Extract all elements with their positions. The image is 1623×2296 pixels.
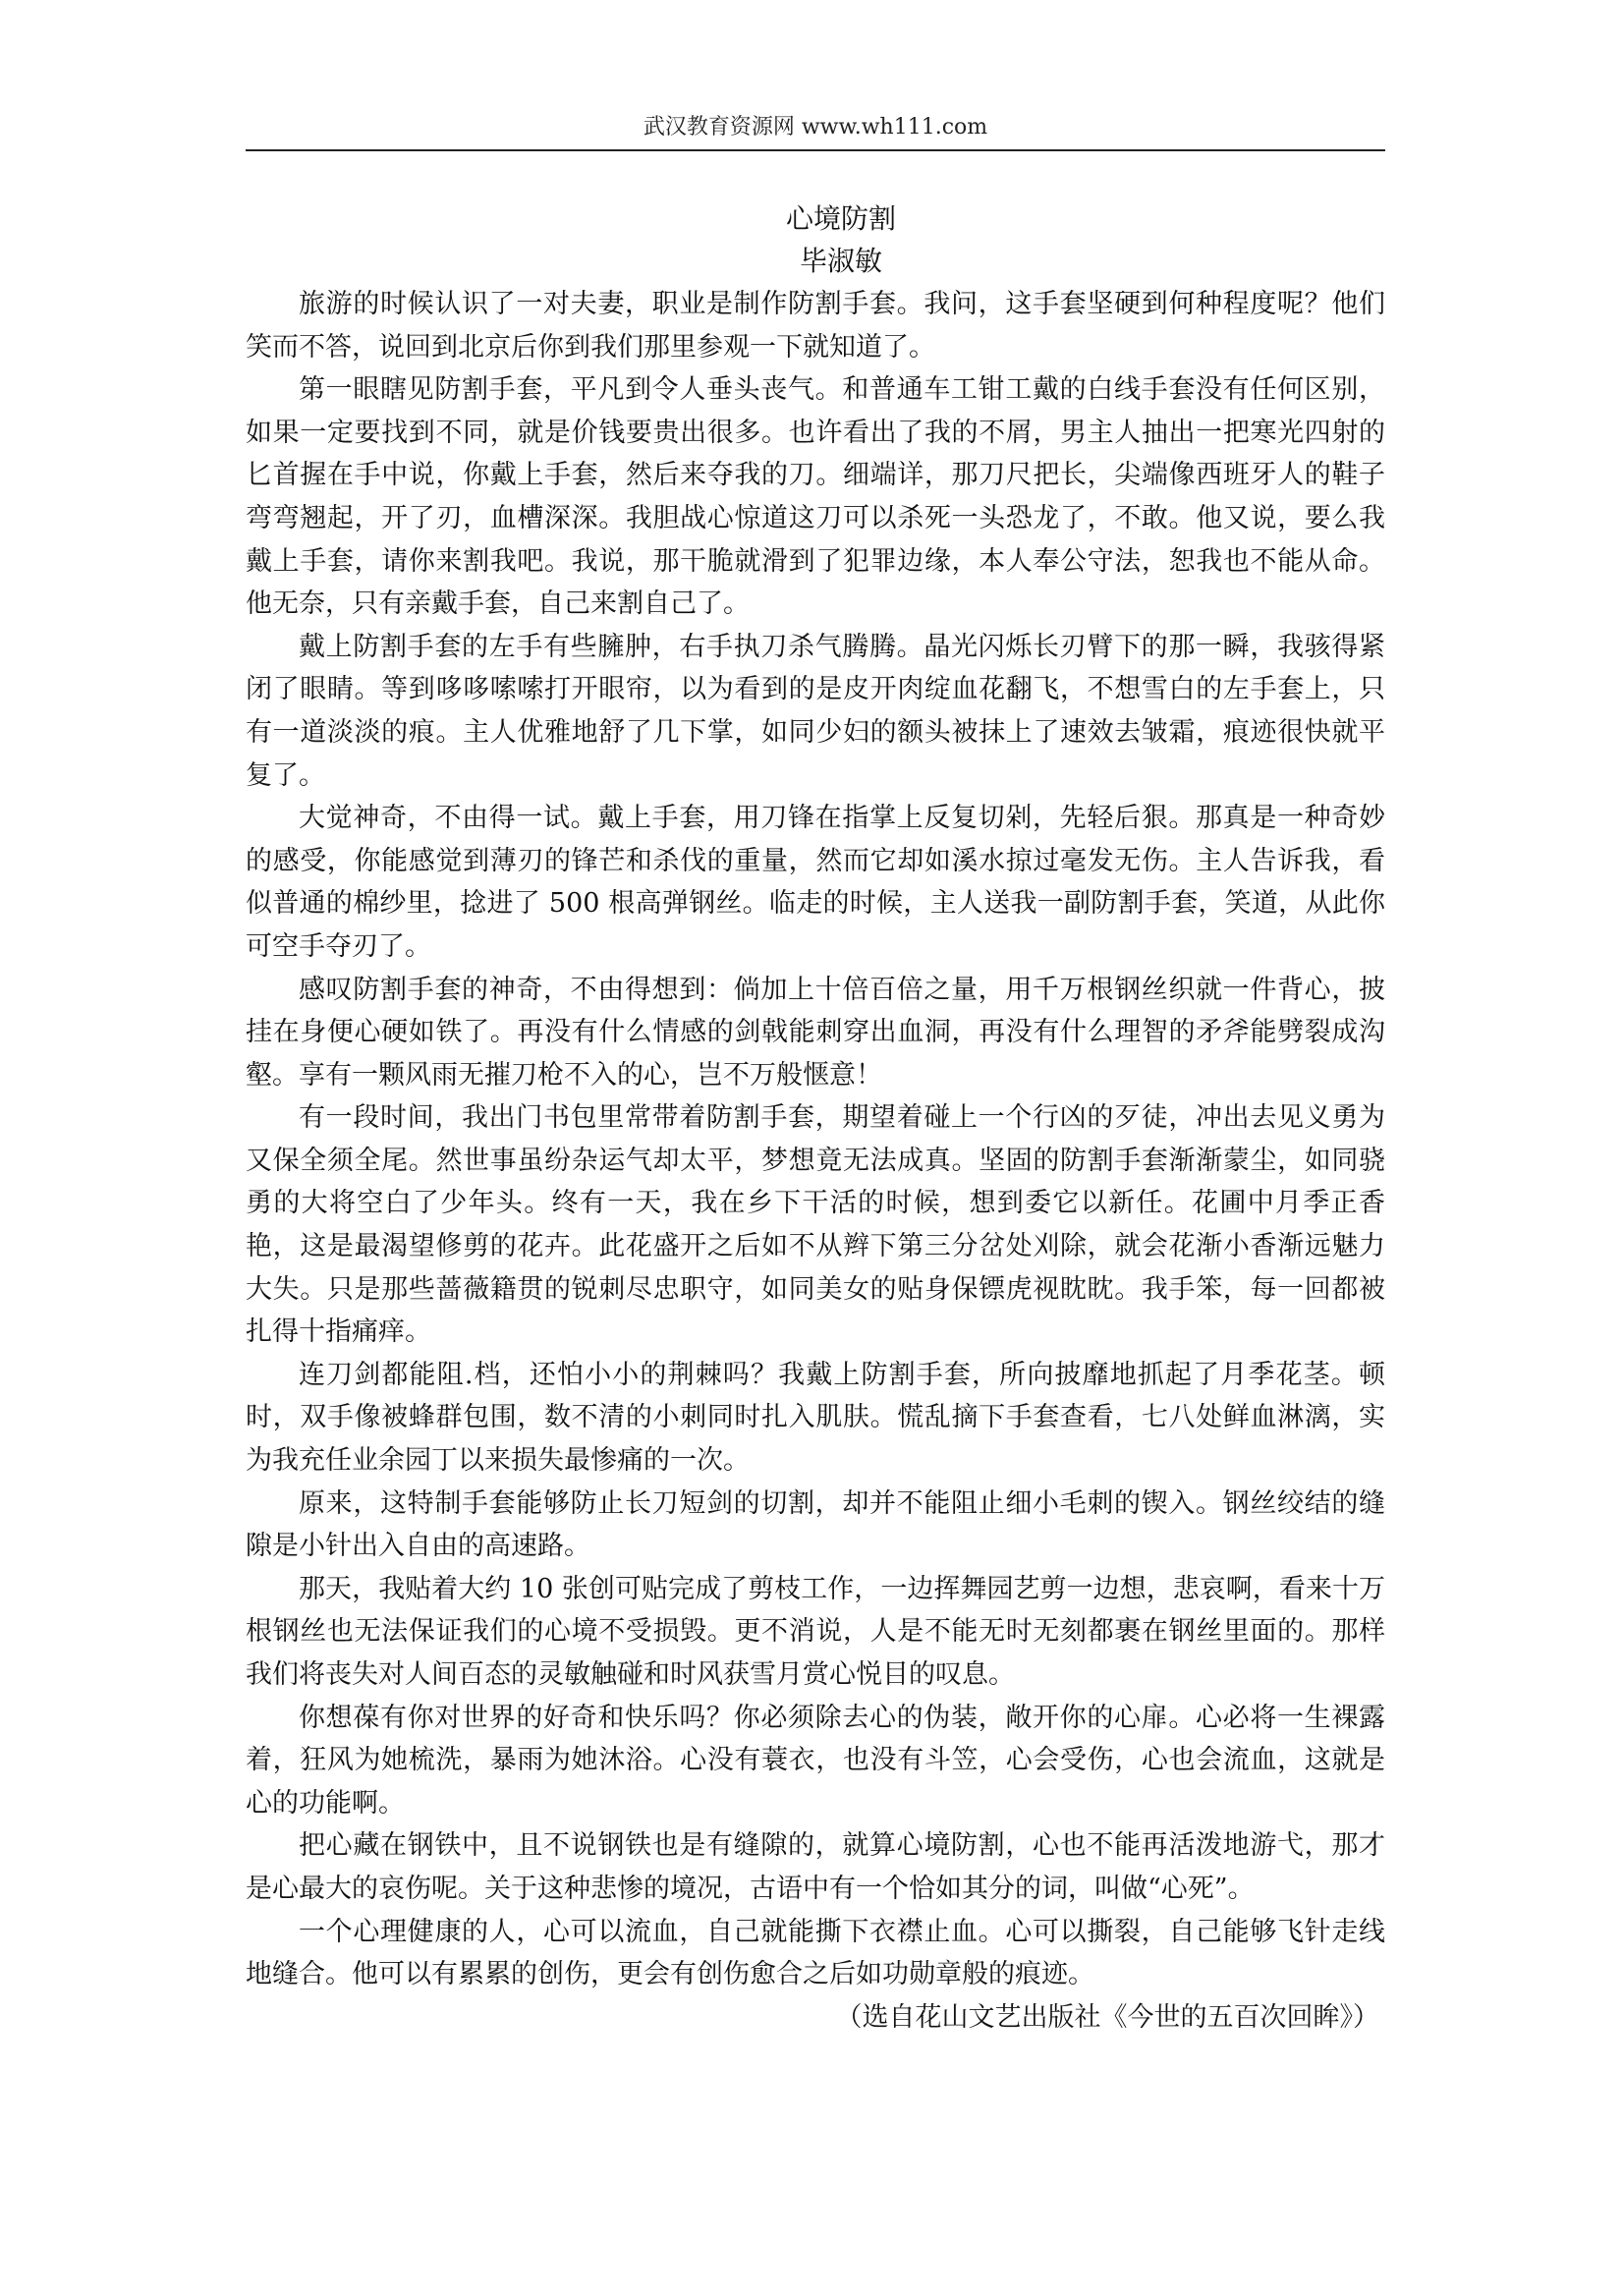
paragraph: 你想葆有你对世界的好奇和快乐吗？你必须除去心的伪装，敞开你的心扉。心必将一生裸露着，狂风为她梳洗，暴雨为她沐浴。心没有蓑衣，也没有斗笠，心会受伤，心也会流血，这就是心的功能啊。 xyxy=(246,1702,1385,1819)
paragraph: 旅游的时候认识了一对夫妻，职业是制作防割手套。我问，这手套坚硬到何种程度呢？他们笑而不答，说回到北京后你到我们那里参观一下就知道了。 xyxy=(246,289,1385,363)
article-author: 毕淑敏 xyxy=(799,245,882,277)
paragraph: 戴上防割手套的左手有些臃肿，右手执刀杀气腾腾。晶光闪烁长刃臂下的那一瞬，我骇得紧闭了眼睛。等到哆哆嗦嗦打开眼帘，以为看到的是皮开肉绽血花翻飞，不想雪白的左手套上，只有一道淡淡的痕。主人优雅地舒了几下掌，如同少妇的额头被抹上了速效去皱霜，痕迹很快就平复了。 xyxy=(246,631,1385,791)
paragraph: 大觉神奇，不由得一试。戴上手套，用刀锋在指掌上反复切剁，先轻后狠。那真是一种奇妙的感受，你能感觉到薄刃的锋芒和杀伐的重量，然而它却如溪水掠过毫发无伤。主人告诉我，看似普通的棉纱里，捻进了 500 根高弹钢丝。临走的时候，主人送我一副防割手套，笑道，从此你可空手夺刃了。 xyxy=(246,803,1385,962)
header-divider xyxy=(246,149,1385,151)
page-header: 武汉教育资源网 www.wh111.com xyxy=(643,115,988,140)
article-body xyxy=(246,283,1385,2039)
paragraph: 有一段时间，我出门书包里常带着防割手套，期望着碰上一个行凶的歹徒，冲出去见义勇为又保全须全尾。然世事虽纷杂运气却太平，梦想竟无法成真。坚固的防割手套渐渐蒙尘，如同骁勇的大将空白了少年头。终有一天，我在乡下干活的时候，想到委它以新任。花圃中月季正香艳，这是最渴望修剪的花卉。此花盛开之后如不从辫下第三分岔处刈除，就会花渐小香渐远魅力大失。只是那些蔷薇籍贯的锐刺尽忠职守，如同美女的贴身保镖虎视眈眈。我手笨，每一回都被扎得十指痛痒。 xyxy=(246,1102,1385,1348)
paragraph: 第一眼瞎见防割手套，平凡到令人垂头丧气。和普通车工钳工戴的白线手套没有任何区别，如果一定要找到不同，就是价钱要贵出很多。也许看出了我的不屑，男主人抽出一把寒光四射的匕首握在手中说，你戴上手套，然后来夺我的刀。细端详，那刀尺把长，尖端像西班牙人的鞋子弯弯翘起，开了刃，血槽深深。我胆战心惊道这刀可以杀死一头恐龙了，不敢。他又说，要么我戴上手套，请你来割我吧。我说，那干脆就滑到了犯罪边缘，本人奉公守法，恕我也不能从命。他无奈，只有亲戴手套，自己来割自己了。 xyxy=(246,374,1385,620)
paragraph: 把心藏在钢铁中，且不说钢铁也是有缝隙的，就算心境防割，心也不能再活泼地游弋，那才是心最大的哀伤呢。关于这种悲惨的境况，古语中有一个恰如其分的词，叫做“心死”。 xyxy=(246,1830,1385,1904)
paragraph: 一个心理健康的人，心可以流血，自己就能撕下衣襟止血。心可以撕裂，自己能够飞针走线地缝合。他可以有累累的创伤，更会有创伤愈合之后如功勋章般的痕迹。 xyxy=(246,1916,1385,1990)
paragraph: 连刀剑都能阻.档，还怕小小的荆棘吗？我戴上防割手套，所向披靡地抓起了月季花茎。顿时，双手像被蜂群包围，数不清的小刺同时扎入肌肤。慌乱摘下手套查看，七八处鲜血淋漓，实为我充任业余园丁以来损失最惨痛的一次。 xyxy=(246,1359,1385,1477)
source-citation: （选自花山文艺出版社《今世的五百次回眸》） xyxy=(835,2001,1379,2033)
article-title: 心境防割 xyxy=(785,202,896,235)
paragraph: 那天，我贴着大约 10 张创可贴完成了剪枝工作，一边挥舞园艺剪一边想，悲哀啊，看来十万根钢丝也无法保证我们的心境不受损毁。更不消说，人是不能无时无刻都裹在钢丝里面的。那样我们将丧失对人间百态的灵敏触碰和时风获雪月赏心悦目的叹息。 xyxy=(246,1573,1385,1690)
paragraph: 原来，这特制手套能够防止长刀短剑的切割，却并不能阻止细小毛刺的锲入。钢丝绞结的缝隙是小针出入自由的高速路。 xyxy=(246,1487,1385,1562)
paragraph: 感叹防割手套的神奇，不由得想到：倘加上十倍百倍之量，用千万根钢丝织就一件背心，披挂在身便心硬如铁了。再没有什么情感的剑戟能刺穿出血洞，再没有什么理智的矛斧能劈裂成沟壑。享有一颗风雨无摧刀枪不入的心，岂不万般惬意！ xyxy=(246,974,1385,1091)
